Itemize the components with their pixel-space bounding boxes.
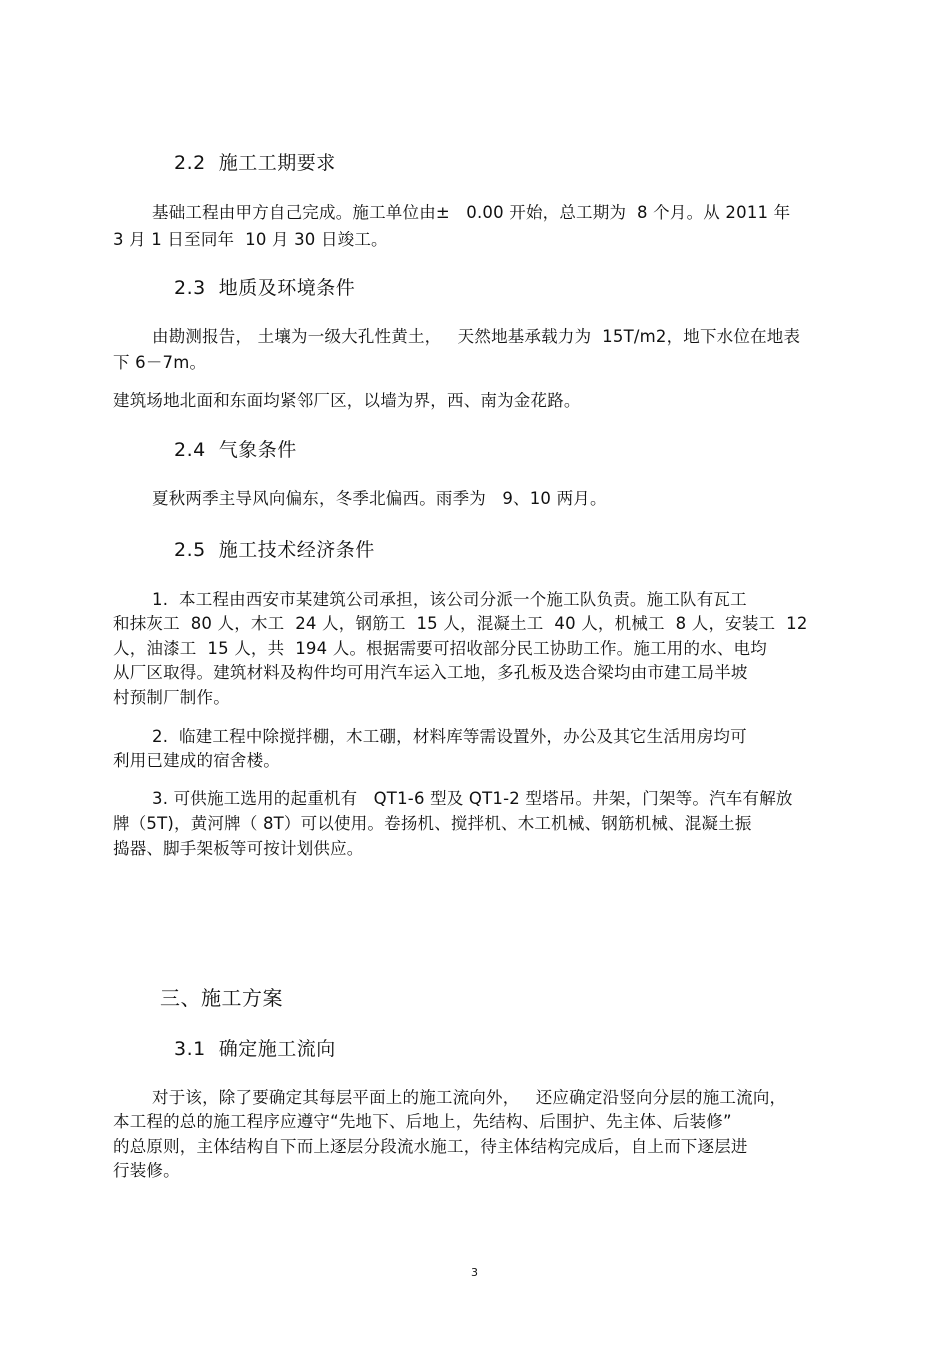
paragraph-line: 的总原则，主体结构自下而上逐层分段流水施工，待主体结构完成后，自上而下逐层进 — [113, 1137, 748, 1156]
paragraph-line: 由勘测报告， 土壤为一级大孔性黄土， 天然地基承载力为 15T/m2，地下水位在地表 — [152, 327, 801, 346]
chapter-heading-3: 三、施工方案 — [160, 986, 283, 1010]
paragraph-line: 本工程的总的施工程序应遵守“先地下、后地上，先结构、后围护、先主体、后装修” — [113, 1112, 732, 1131]
paragraph-line: 捣器、脚手架板等可按计划供应。 — [113, 839, 364, 858]
section-heading-2-3: 2.3 地质及环境条件 — [174, 277, 356, 299]
paragraph-line: 1. 本工程由西安市某建筑公司承担，该公司分派一个施工队负责。施工队有瓦工 — [152, 590, 747, 609]
paragraph-line: 夏秋两季主导风向偏东，冬季北偏西。雨季为 9、10 两月。 — [152, 489, 607, 508]
paragraph-line: 利用已建成的宿舍楼。 — [113, 751, 280, 770]
paragraph-line: 建筑场地北面和东面均紧邻厂区，以墙为界，西、南为金花路。 — [113, 391, 581, 410]
paragraph-line: 牌（5T)，黄河牌（ 8T）可以使用。卷扬机、搅拌机、木工机械、钢筋机械、混凝土振 — [113, 814, 752, 833]
section-heading-2-4: 2.4 气象条件 — [174, 439, 297, 461]
paragraph-line: 2. 临建工程中除搅拌棚，木工硼，材料库等需设置外，办公及其它生活用房均可 — [152, 727, 747, 746]
paragraph-line: 和抹灰工 80 人，木工 24 人，钢筋工 15 人，混凝土工 40 人，机械工 8 人，安装工 12 — [113, 614, 808, 633]
page-number: 3 — [471, 1266, 479, 1279]
paragraph-line: 村预制厂制作。 — [113, 688, 230, 707]
paragraph-line: 基础工程由甲方自己完成。施工单位由± 0.00 开始，总工期为 8 个月。从 2011 年 — [152, 203, 791, 222]
paragraph-line: 从厂区取得。建筑材料及构件均可用汽车运入工地，多孔板及迭合梁均由市建工局半坡 — [113, 663, 748, 682]
paragraph-line: 人，油漆工 15 人，共 194 人。根据需要可招收部分民工协助工作。施工用的水、电均 — [113, 639, 767, 658]
section-heading-2-5: 2.5 施工技术经济条件 — [174, 539, 375, 561]
paragraph-line: 下 6－7m。 — [113, 353, 207, 372]
paragraph-line: 3 月 1 日至同年 10 月 30 日竣工。 — [113, 230, 388, 249]
paragraph-line: 3. 可供施工选用的起重机有 QT1-6 型及 QT1-2 型塔吊。井架，门架等。汽车有解放 — [152, 789, 793, 808]
section-heading-2-2: 2.2 施工工期要求 — [174, 152, 336, 174]
paragraph-line: 行装修。 — [113, 1161, 180, 1180]
paragraph-line: 对于该，除了要确定其每层平面上的施工流向外， 还应确定沿竖向分层的施工流向， — [152, 1088, 787, 1107]
section-heading-3-1: 3.1 确定施工流向 — [174, 1038, 336, 1060]
